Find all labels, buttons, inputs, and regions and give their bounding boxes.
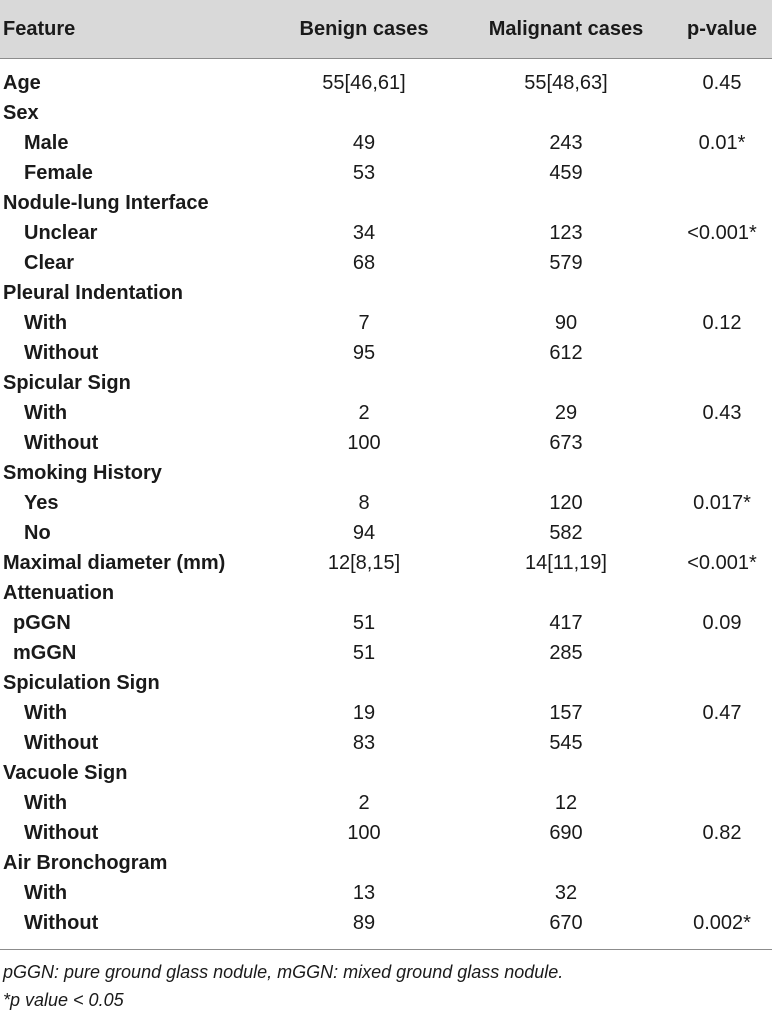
cell-feature: Sex bbox=[3, 102, 39, 124]
table-row bbox=[0, 788, 772, 818]
cell-malignant: 55[48,63] bbox=[524, 72, 608, 94]
cell-p-value bbox=[672, 848, 772, 878]
cell-benign: 51 bbox=[352, 642, 376, 664]
cell-malignant bbox=[456, 668, 676, 698]
cell-malignant: 32 bbox=[554, 882, 578, 904]
cell-p-value bbox=[672, 788, 772, 818]
table-row bbox=[0, 398, 772, 428]
cell-benign bbox=[254, 368, 474, 398]
cell-benign: 83 bbox=[352, 732, 376, 754]
table-row bbox=[0, 638, 772, 668]
table-row bbox=[0, 428, 772, 458]
cell-p-value bbox=[672, 638, 772, 668]
cell-benign: 68 bbox=[352, 252, 376, 274]
cell-benign: 2 bbox=[358, 792, 370, 814]
cell-malignant: 690 bbox=[549, 822, 583, 844]
cell-benign bbox=[254, 578, 474, 608]
table-row bbox=[0, 158, 772, 188]
table-row bbox=[0, 68, 772, 98]
cell-p-value: 0.45 bbox=[702, 72, 742, 94]
cell-malignant: 12 bbox=[554, 792, 578, 814]
table-row bbox=[0, 368, 772, 398]
table-row bbox=[0, 248, 772, 278]
cell-p-value bbox=[672, 158, 772, 188]
cell-benign bbox=[254, 188, 474, 218]
cell-p-value: 0.82 bbox=[702, 822, 742, 844]
cell-malignant bbox=[456, 578, 676, 608]
cell-malignant: 14[11,19] bbox=[525, 552, 607, 574]
table-bottom-divider bbox=[0, 949, 772, 950]
cell-p-value bbox=[672, 278, 772, 308]
cell-feature: Smoking History bbox=[3, 462, 162, 484]
cell-malignant: 579 bbox=[549, 252, 583, 274]
cell-feature: With bbox=[24, 792, 68, 814]
cell-feature: Vacuole Sign bbox=[3, 762, 128, 784]
cell-malignant: 90 bbox=[554, 312, 578, 334]
cell-feature: mGGN bbox=[13, 642, 77, 664]
cell-malignant: 673 bbox=[549, 432, 583, 454]
header-benign: Benign cases bbox=[299, 18, 429, 40]
cell-feature: With bbox=[24, 882, 68, 904]
table-row bbox=[0, 758, 772, 788]
cell-p-value: <0.001* bbox=[687, 552, 757, 574]
cell-p-value bbox=[672, 518, 772, 548]
cell-feature: Age bbox=[3, 72, 41, 94]
table-row bbox=[0, 518, 772, 548]
cell-feature: Unclear bbox=[24, 222, 98, 244]
cell-malignant: 157 bbox=[549, 702, 583, 724]
footnote-significance: *p value < 0.05 bbox=[3, 990, 124, 1010]
cell-benign: 19 bbox=[352, 702, 376, 724]
cell-feature: Spicular Sign bbox=[3, 372, 131, 394]
cell-p-value: 0.002* bbox=[693, 912, 751, 934]
table-row bbox=[0, 98, 772, 128]
cell-benign bbox=[254, 848, 474, 878]
table-row bbox=[0, 578, 772, 608]
cell-feature: Attenuation bbox=[3, 582, 115, 604]
table-row bbox=[0, 608, 772, 638]
cell-feature: With bbox=[24, 402, 68, 424]
table-row bbox=[0, 668, 772, 698]
cell-malignant: 123 bbox=[549, 222, 583, 244]
table-row bbox=[0, 698, 772, 728]
cell-benign: 53 bbox=[352, 162, 376, 184]
cell-benign: 89 bbox=[352, 912, 376, 934]
table-row bbox=[0, 308, 772, 338]
cell-benign bbox=[254, 278, 474, 308]
cell-p-value bbox=[672, 248, 772, 278]
cell-malignant bbox=[456, 98, 676, 128]
cell-benign: 100 bbox=[347, 822, 381, 844]
table-row bbox=[0, 458, 772, 488]
cell-benign: 100 bbox=[347, 432, 381, 454]
cell-benign: 49 bbox=[352, 132, 376, 154]
cell-p-value: 0.12 bbox=[702, 312, 742, 334]
cell-p-value: 0.01* bbox=[698, 132, 746, 154]
cell-feature: Without bbox=[24, 342, 99, 364]
cell-p-value: 0.47 bbox=[702, 702, 742, 724]
cell-benign: 13 bbox=[352, 882, 376, 904]
cell-feature: Without bbox=[24, 732, 99, 754]
cell-benign: 51 bbox=[352, 612, 376, 634]
cell-p-value bbox=[672, 578, 772, 608]
cell-malignant: 417 bbox=[549, 612, 583, 634]
cell-feature: Air Bronchogram bbox=[3, 852, 168, 874]
cell-p-value bbox=[672, 878, 772, 908]
table-row bbox=[0, 188, 772, 218]
table-row bbox=[0, 488, 772, 518]
cell-feature: Spiculation Sign bbox=[3, 672, 160, 694]
cell-benign: 34 bbox=[352, 222, 376, 244]
table-header bbox=[0, 0, 772, 58]
header-divider bbox=[0, 58, 772, 59]
table-row bbox=[0, 338, 772, 368]
cell-benign: 95 bbox=[352, 342, 376, 364]
cell-feature: Without bbox=[24, 432, 99, 454]
cell-p-value: <0.001* bbox=[687, 222, 757, 244]
cell-malignant: 582 bbox=[549, 522, 583, 544]
cell-feature: Nodule-lung Interface bbox=[3, 192, 209, 214]
table-row bbox=[0, 818, 772, 848]
table-row bbox=[0, 128, 772, 158]
cell-p-value bbox=[672, 728, 772, 758]
cell-p-value bbox=[672, 98, 772, 128]
footnotes bbox=[3, 958, 563, 1014]
cell-benign: 55[46,61] bbox=[322, 72, 406, 94]
cell-p-value bbox=[672, 188, 772, 218]
cell-benign bbox=[254, 758, 474, 788]
header-malignant: Malignant cases bbox=[488, 18, 644, 40]
cell-p-value: 0.09 bbox=[702, 612, 742, 634]
cell-benign bbox=[254, 668, 474, 698]
cell-feature: Pleural Indentation bbox=[3, 282, 184, 304]
table-row bbox=[0, 728, 772, 758]
cell-benign: 12[8,15] bbox=[327, 552, 401, 574]
cell-malignant bbox=[456, 458, 676, 488]
cell-malignant: 612 bbox=[549, 342, 583, 364]
cell-benign: 7 bbox=[358, 312, 370, 334]
cell-feature: Without bbox=[24, 822, 99, 844]
cell-malignant bbox=[456, 278, 676, 308]
cell-feature: Without bbox=[24, 912, 99, 934]
cell-p-value: 0.43 bbox=[702, 402, 742, 424]
cell-benign: 2 bbox=[358, 402, 370, 424]
cell-malignant bbox=[456, 188, 676, 218]
cell-p-value bbox=[672, 668, 772, 698]
cell-malignant: 120 bbox=[549, 492, 583, 514]
cell-feature: No bbox=[24, 522, 51, 544]
cell-feature: Clear bbox=[24, 252, 75, 274]
cell-feature: Female bbox=[24, 162, 93, 184]
cell-malignant: 243 bbox=[549, 132, 583, 154]
table-row bbox=[0, 218, 772, 248]
table-row bbox=[0, 848, 772, 878]
cell-feature: Male bbox=[24, 132, 69, 154]
cell-malignant bbox=[456, 758, 676, 788]
cell-feature: Yes bbox=[24, 492, 59, 514]
footnote-abbreviations: pGGN: pure ground glass nodule, mGGN: mixed ground glass nodule. bbox=[3, 962, 564, 982]
cell-malignant: 285 bbox=[549, 642, 583, 664]
cell-malignant: 545 bbox=[549, 732, 583, 754]
cell-benign: 8 bbox=[358, 492, 370, 514]
cell-feature: pGGN bbox=[13, 612, 71, 634]
cell-feature: Maximal diameter (mm) bbox=[3, 552, 226, 574]
table-row bbox=[0, 908, 772, 938]
cell-p-value bbox=[672, 758, 772, 788]
header-feature: Feature bbox=[3, 18, 76, 40]
cell-feature: With bbox=[24, 312, 68, 334]
cell-p-value: 0.017* bbox=[693, 492, 751, 514]
cell-benign bbox=[254, 458, 474, 488]
cell-p-value bbox=[672, 458, 772, 488]
cell-p-value bbox=[672, 428, 772, 458]
table-row bbox=[0, 878, 772, 908]
cell-benign: 94 bbox=[352, 522, 376, 544]
cell-malignant: 670 bbox=[549, 912, 583, 934]
cell-benign bbox=[254, 98, 474, 128]
cell-p-value bbox=[672, 338, 772, 368]
cell-malignant: 459 bbox=[549, 162, 583, 184]
cell-malignant: 29 bbox=[554, 402, 578, 424]
cell-p-value bbox=[672, 368, 772, 398]
table-row bbox=[0, 548, 772, 578]
table-row bbox=[0, 278, 772, 308]
cell-malignant bbox=[456, 368, 676, 398]
header-p-value: p-value bbox=[686, 18, 758, 40]
cell-feature: With bbox=[24, 702, 68, 724]
cell-malignant bbox=[456, 848, 676, 878]
